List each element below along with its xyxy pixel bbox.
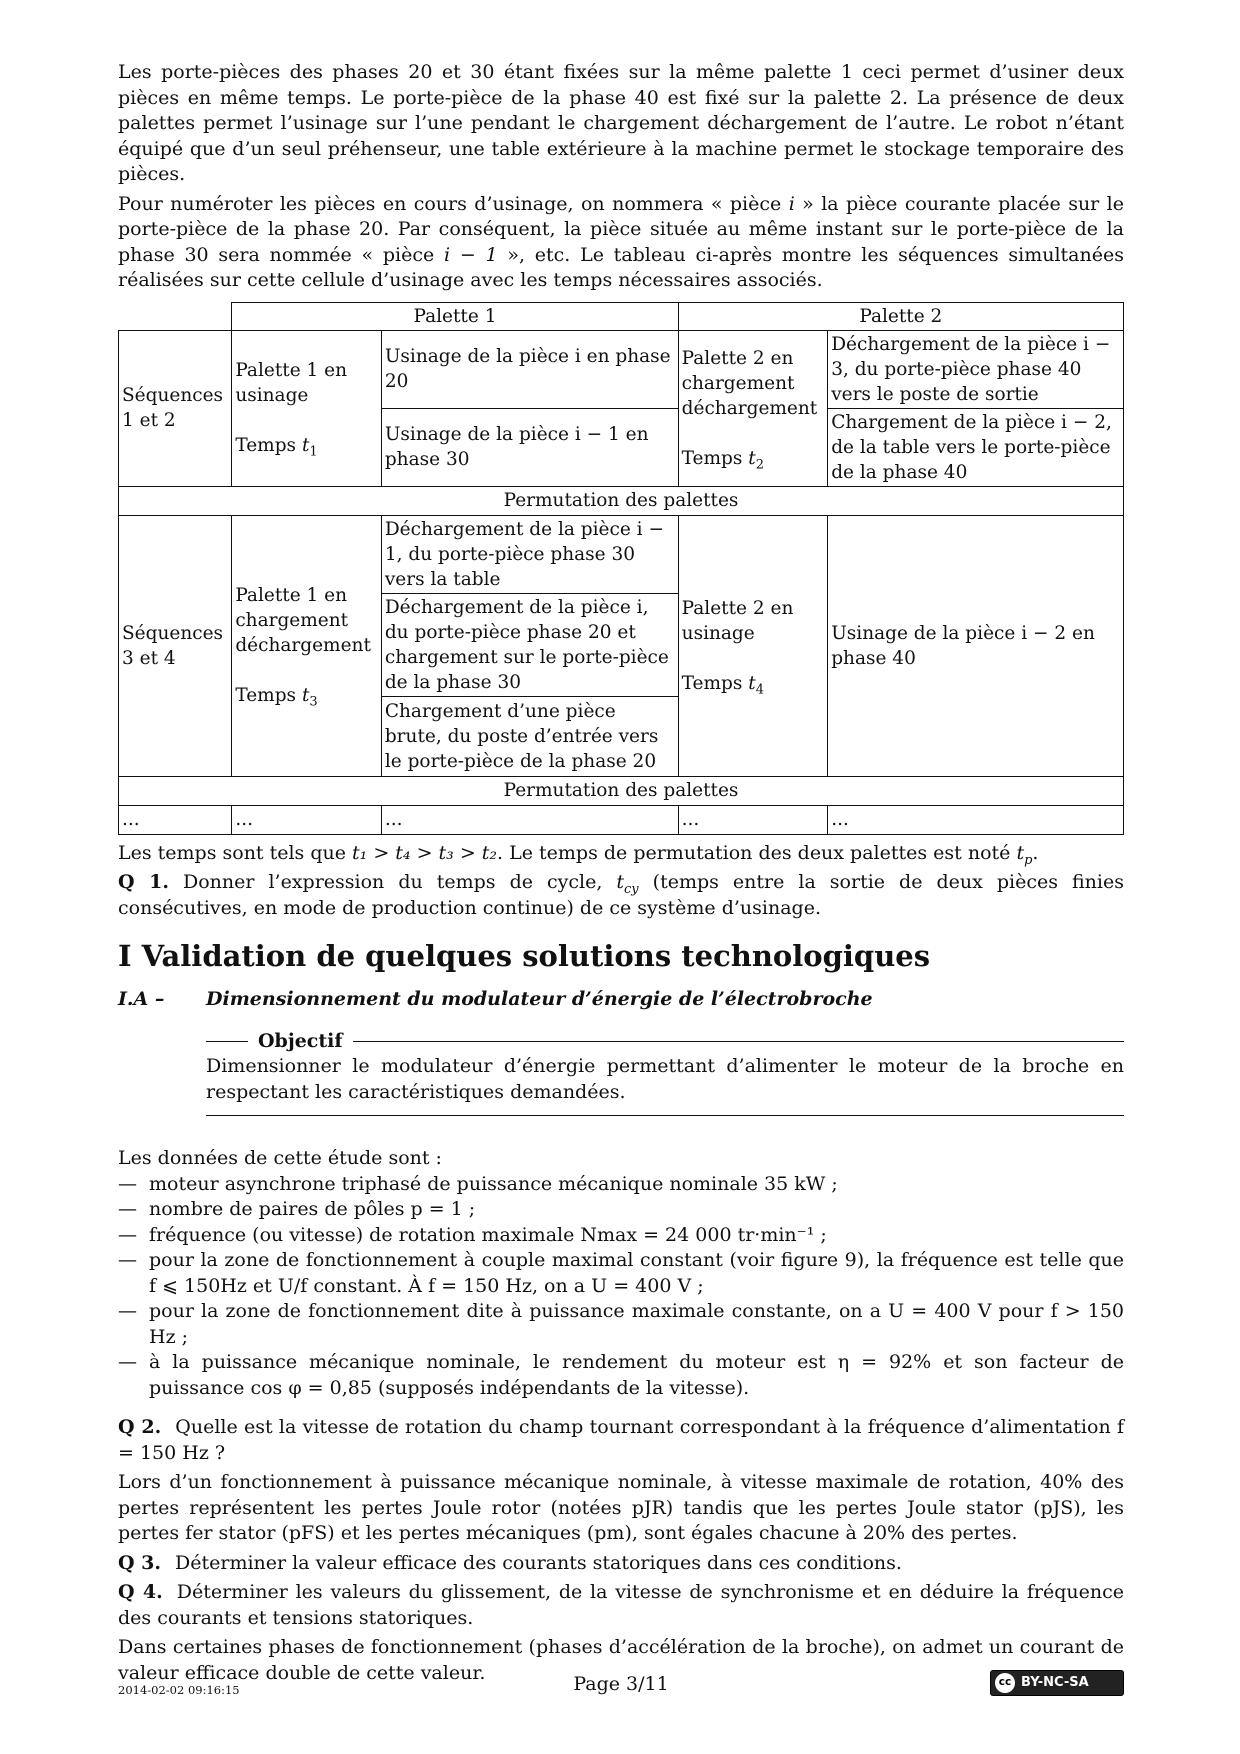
list-item: — pour la zone de fonctionnement à couple maximal constant (voir figure 9), la fréquence est telle que f ⩽ 150Hz et U/f constant. À f = 150 Hz, on a U = 400 V ; [118,1248,1124,1299]
q4-text: Déterminer les valeurs du glissement, de la vitesse de synchronisme et en déduire la fréquence des courants et tensions statoriques. [118,1581,1124,1629]
seq34-label: Séquences 3 et 4 [119,515,232,776]
q4-label: Q 4. [118,1581,163,1603]
objective-header [206,1029,1124,1055]
seq12-t2-label: Temps [681,447,749,469]
var-i: i [788,192,795,215]
subsection-heading [118,987,1124,1013]
q3-label: Q 3. [118,1551,162,1574]
intro-p2-c: », etc. Le tableau ci-après montre les séquences simultanées réalisées sur cette cellule d’usinage avec les temps nécessaires associés. [118,243,1124,291]
intro-p2-b: » la pièce courante placée sur le porte-pièce de la phase 20. Par conséquent, la pièce située au même instant sur le porte-pièce de la phase 30 sera nommée « pièce [118,192,1124,266]
seq34-palette2-state [678,515,828,776]
page-content [118,60,1124,1690]
seq34-p1-text: Palette 1 en chargement déchargement [235,585,371,656]
ellipsis-cell: ... [119,805,232,834]
license-text: BY-NC-SA [1021,1675,1089,1691]
list-item: — moteur asynchrone triphasé de puissance mécanique nominale 35 kW ; [118,1172,1124,1198]
var-i-minus-1: i − 1 [444,243,498,266]
seq34-op-d: Usinage de la pièce i − 2 en phase 40 [828,515,1124,776]
subsection-number: I.A – [118,988,165,1010]
permutation-row-1: Permutation des palettes [119,486,1124,515]
ellipsis-cell: ... [381,805,678,834]
list-item: — nombre de paires de pôles p = 1 ; [118,1197,1124,1223]
q1-text-a: Donner l’expression du temps de cycle, [182,871,617,893]
q2-text: Quelle est la vitesse de rotation du champ tournant correspondant à la fréquence d’alimentation f = 150 Hz ? [118,1416,1124,1464]
objective-rule-right [353,1041,1124,1042]
intro-p2-a: Pour numéroter les pièces en cours d’usinage, on nommera « pièce [118,192,789,215]
list-item: — pour la zone de fonctionnement dite à puissance maximale constante, on a U = 400 V pour f > 150 Hz ; [118,1299,1124,1350]
seq12-t1-sub: 1 [309,444,318,460]
ellipsis-cell: ... [828,805,1124,834]
question-3 [118,1551,1124,1577]
times-a: Les temps sont tels que [118,841,353,864]
q1-text-b: (temps entre la sortie de deux pièces finies consécutives, en mode de production continue) de ce système d’usinage. [118,871,1124,919]
objective-title: Objectif [258,1029,343,1052]
intro-paragraph-1: Les porte-pièces des phases 20 et 30 étant fixées sur la même palette 1 ceci permet d’usiner deux pièces en même temps. Le porte-pièce de la phase 40 est fixé sur la palette 2. La présence de deux palettes permet l’usinage sur l’une pendant le chargement déchargement de l’autre. Le robot n’étant équipé que d’un seul préhenseur, une table extérieure à la machine permet le stockage temporaire des pièces. [118,61,1124,185]
times-end: . [1032,841,1039,864]
seq12-t1-label: Temps [235,435,302,456]
objective-text: Dimensionner le modulateur d’énergie permettant d’alimenter le moteur de la broche en respectant les caractéristiques demandées. [206,1055,1124,1103]
q1-label: Q 1. [118,871,169,893]
sequence-table [118,302,1124,835]
final-paragraph: Dans certaines phases de fonctionnement (phases d’accélération de la broche), on admet un courant de valeur efficace double de cette valeur. [118,1636,1124,1684]
objective-box [206,1029,1124,1117]
seq12-op-a: Usinage de la pièce i en phase 20 [381,330,678,408]
page-number: Page 3/11 [573,1673,669,1695]
table-corner [119,302,232,330]
times-b: . Le temps de permutation des deux palettes est noté [497,841,1017,864]
times-order: t₁ > t₄ > t₃ > t₂ [352,841,498,864]
seq34-op-c: Chargement d’une pièce brute, du poste d’entrée vers le porte-pièce de la phase 20 [381,696,678,776]
question-4 [118,1580,1124,1631]
cc-icon: cc [995,1673,1015,1693]
q3-text: Déterminer la valeur efficace des courants statoriques dans ces conditions. [175,1551,902,1574]
seq12-op-d: Chargement de la pièce i − 2, de la table vers le porte-pièce de la phase 40 [828,408,1124,486]
seq34-t3-sub: 3 [309,694,318,710]
seq34-t3-var: t [301,685,310,706]
tcy-sub: cy [624,881,639,897]
seq12-op-b: Usinage de la pièce i − 1 en phase 30 [381,408,678,486]
seq12-t2-var: t [748,447,756,469]
list-item: — fréquence (ou vitesse) de rotation maximale Nmax = 24 000 tr·min⁻¹ ; [118,1223,1124,1249]
seq34-t4-label: Temps [681,672,749,694]
seq12-op-c: Déchargement de la pièce i − 3, du porte-pièce phase 40 vers le poste de sortie [828,330,1124,408]
seq34-op-b: Déchargement de la pièce i, du porte-pièce phase 20 et chargement sur le porte-pièce de la phase 30 [381,593,678,696]
data-list [118,1172,1124,1402]
seq12-p2-text: Palette 2 en chargement déchargement [681,347,818,419]
page-footer [118,1670,1124,1700]
question-1 [118,870,1124,921]
seq12-p1-text: Palette 1 en usinage [235,360,348,406]
section-title: I Validation de quelques solutions technologiques [118,939,931,973]
license-badge [990,1670,1124,1696]
seq34-t3-label: Temps [235,685,302,706]
seq34-t4-sub: 4 [755,682,764,698]
seq34-palette1-state [232,515,382,776]
seq12-label: Séquences 1 et 2 [119,330,232,486]
tcy-var: t [616,871,625,893]
header-palette-1: Palette 1 [232,302,678,330]
seq12-palette2-state [678,330,828,486]
tp-sub: p [1024,852,1033,868]
seq34-t4-var: t [748,672,756,694]
tp-var: t [1016,841,1025,864]
seq34-op-a: Déchargement de la pièce i − 1, du porte-pièce phase 30 vers la table [381,515,678,593]
subsection-title: Dimensionnement du modulateur d’énergie de l’électrobroche [206,988,873,1010]
question-2 [118,1415,1124,1466]
losses-paragraph: Lors d’un fonctionnement à puissance mécanique nominale, à vitesse maximale de rotation, 40% des pertes représentent les pertes Joule rotor (notées pJR) tandis que les pertes Joule stator (pJS), les pertes fer stator (pFS) et les pertes mécaniques (pm), sont égales chacune à 20% des pertes. [118,1471,1124,1544]
ellipsis-cell: ... [232,805,382,834]
seq12-t1-var: t [301,435,310,456]
ellipsis-cell: ... [678,805,828,834]
q2-label: Q 2. [118,1416,162,1438]
intro-paragraph-2 [118,192,1124,294]
seq12-palette1-state [232,330,382,486]
seq12-t2-sub: 2 [755,457,764,473]
permutation-row-2: Permutation des palettes [119,776,1124,805]
footer-timestamp: 2014-02-02 09:16:15 [118,1683,240,1697]
objective-rule-left [206,1041,248,1042]
seq34-p2-text: Palette 2 en usinage [681,597,794,644]
data-intro: Les données de cette étude sont : [118,1147,442,1169]
list-item: — à la puissance mécanique nominale, le rendement du moteur est η = 92% et son facteur de puissance cos φ = 0,85 (supposés indépendants de la vitesse). [118,1350,1124,1401]
times-sentence [118,841,1124,867]
header-palette-2: Palette 2 [678,302,1123,330]
